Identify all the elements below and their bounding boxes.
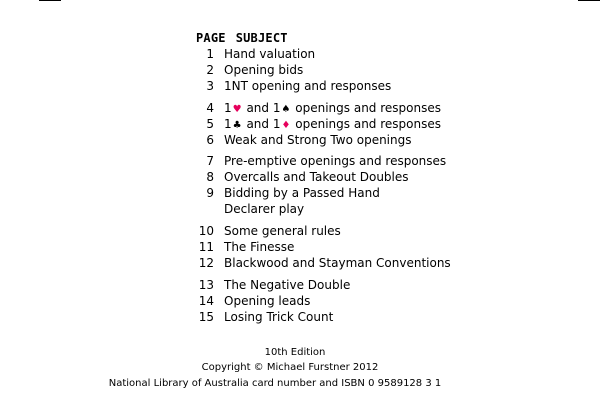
suit-suffix: openings and responses — [295, 117, 441, 131]
toc-row — [190, 100, 441, 116]
toc-row — [190, 293, 310, 309]
club-icon: ♣ — [232, 120, 242, 131]
toc-row — [190, 185, 380, 201]
toc-subject: Hand valuation — [224, 47, 316, 61]
suit-prefix: 1 — [224, 117, 232, 131]
toc-row — [190, 116, 441, 132]
toc-page-number: 15 — [198, 310, 214, 324]
toc-row — [190, 239, 294, 255]
corner-mark-right — [578, 0, 600, 1]
toc-subject: Opening leads — [224, 294, 311, 308]
toc-row — [190, 277, 350, 293]
toc-row — [190, 46, 315, 62]
toc-page-number: 9 — [206, 186, 214, 200]
toc-page-number: 12 — [198, 256, 214, 270]
toc-row — [190, 132, 412, 148]
toc-subject: Weak and Strong Two openings — [224, 133, 412, 147]
toc-page-number: 6 — [206, 133, 214, 147]
isbn-text: National Library of Australia card number and ISBN 0 9589128 3 1 — [108, 378, 442, 389]
toc-page-number: 3 — [206, 79, 214, 93]
toc-row — [190, 78, 391, 94]
toc-row — [190, 309, 333, 325]
toc-subject: Pre-emptive openings and responses — [224, 154, 447, 168]
toc-subject: Losing Trick Count — [224, 310, 334, 324]
toc-subject: The Negative Double — [224, 278, 351, 292]
toc-subject: Some general rules — [224, 224, 341, 238]
toc-page-number: 4 — [206, 101, 214, 115]
toc-subject: Declarer play — [224, 202, 305, 216]
toc-subject: Opening bids — [224, 63, 304, 77]
toc-row — [190, 153, 446, 169]
suit-connector: and 1 — [246, 101, 281, 115]
page-column-label: PAGE — [196, 31, 226, 45]
toc-header — [196, 31, 288, 45]
toc-page-number: 14 — [198, 294, 214, 308]
copyright-text: Copyright © Michael Furstner 2012 — [201, 362, 379, 373]
toc-row — [190, 62, 303, 78]
toc-subject: Bidding by a Passed Hand — [224, 186, 380, 200]
toc-subject: 1NT opening and responses — [224, 79, 392, 93]
toc-subject: Blackwood and Stayman Conventions — [224, 256, 451, 270]
suit-connector: and 1 — [246, 117, 281, 131]
toc-row — [190, 201, 304, 217]
toc-page-number: 5 — [206, 117, 214, 131]
toc-page-number: 2 — [206, 63, 214, 77]
toc-page-number: 8 — [206, 170, 214, 184]
corner-mark-left — [39, 0, 61, 1]
toc-page-number: 11 — [198, 240, 214, 254]
toc-row — [190, 255, 451, 271]
toc-row — [190, 223, 341, 239]
toc-page-number: 10 — [198, 224, 214, 238]
subject-column-label: SUBJECT — [235, 31, 288, 45]
toc-page-number: 1 — [206, 47, 214, 61]
heart-icon: ♥ — [232, 104, 242, 115]
toc-page-number: 7 — [206, 154, 214, 168]
toc-subject: Overcalls and Takeout Doubles — [224, 170, 409, 184]
suit-prefix: 1 — [224, 101, 232, 115]
suit-suffix: openings and responses — [295, 101, 441, 115]
toc-row — [190, 169, 409, 185]
spade-icon: ♠ — [281, 104, 291, 115]
toc-page-number: 13 — [198, 278, 214, 292]
edition-text: 10th Edition — [264, 347, 326, 358]
diamond-icon: ♦ — [281, 120, 291, 131]
toc-subject: The Finesse — [224, 240, 295, 254]
